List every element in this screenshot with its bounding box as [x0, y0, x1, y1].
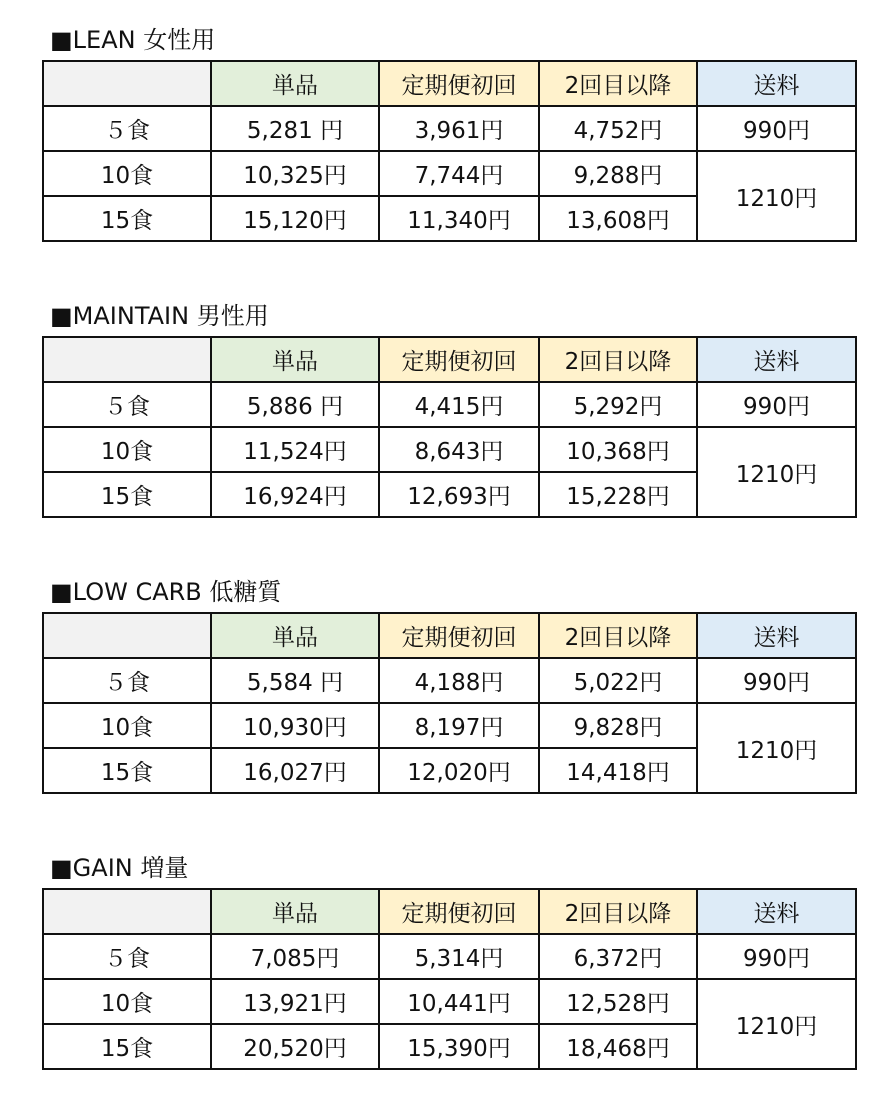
shipping-cost: 1210円	[697, 979, 856, 1069]
header-subscription-second: 2回目以降	[539, 613, 697, 658]
row-label: 15食	[43, 196, 211, 241]
price-subscription-first: 4,415円	[379, 382, 539, 427]
row-label: 10食	[43, 979, 211, 1024]
header-shipping: 送料	[697, 889, 856, 934]
header-corner-cell	[43, 889, 211, 934]
header-shipping: 送料	[697, 61, 856, 106]
price-single: 11,524円	[211, 427, 379, 472]
header-single: 単品	[211, 889, 379, 934]
header-single: 単品	[211, 337, 379, 382]
header-single: 単品	[211, 613, 379, 658]
price-subscription-second: 9,828円	[539, 703, 697, 748]
price-subscription-second: 10,368円	[539, 427, 697, 472]
price-subscription-second: 4,752円	[539, 106, 697, 151]
header-shipping: 送料	[697, 613, 856, 658]
row-label: 10食	[43, 427, 211, 472]
table-row	[43, 934, 856, 979]
row-label: 15食	[43, 1024, 211, 1069]
price-single: 5,886 円	[211, 382, 379, 427]
price-subscription-first: 8,197円	[379, 703, 539, 748]
price-single: 7,085円	[211, 934, 379, 979]
row-label: ５食	[43, 658, 211, 703]
price-subscription-first: 7,744円	[379, 151, 539, 196]
shipping-cost: 1210円	[697, 427, 856, 517]
price-single: 16,924円	[211, 472, 379, 517]
table-row	[43, 979, 856, 1024]
price-subscription-second: 5,022円	[539, 658, 697, 703]
section-title: ■MAINTAIN 男性用	[50, 302, 269, 330]
price-table	[42, 888, 857, 1070]
price-single: 10,930円	[211, 703, 379, 748]
row-label: ５食	[43, 106, 211, 151]
price-subscription-second: 5,292円	[539, 382, 697, 427]
section-title: ■GAIN 増量	[50, 854, 189, 882]
header-single: 単品	[211, 61, 379, 106]
price-subscription-second: 14,418円	[539, 748, 697, 793]
row-label: 10食	[43, 151, 211, 196]
price-subscription-second: 15,228円	[539, 472, 697, 517]
price-subscription-first: 10,441円	[379, 979, 539, 1024]
shipping-cost: 1210円	[697, 703, 856, 793]
table-row	[43, 658, 856, 703]
table-header-row	[43, 337, 856, 382]
price-subscription-first: 12,020円	[379, 748, 539, 793]
shipping-cost: 990円	[697, 658, 856, 703]
section-title: ■LOW CARB 低糖質	[50, 578, 282, 606]
price-table	[42, 336, 857, 518]
header-subscription-second: 2回目以降	[539, 61, 697, 106]
price-subscription-first: 8,643円	[379, 427, 539, 472]
table-row	[43, 703, 856, 748]
price-subscription-second: 13,608円	[539, 196, 697, 241]
price-single: 20,520円	[211, 1024, 379, 1069]
price-table	[42, 612, 857, 794]
table-row	[43, 106, 856, 151]
table-row	[43, 427, 856, 472]
row-label: ５食	[43, 934, 211, 979]
section-title: ■LEAN 女性用	[50, 26, 216, 54]
shipping-cost: 1210円	[697, 151, 856, 241]
header-corner-cell	[43, 337, 211, 382]
header-subscription-second: 2回目以降	[539, 889, 697, 934]
table-row	[43, 382, 856, 427]
table-row	[43, 151, 856, 196]
table-header-row	[43, 61, 856, 106]
shipping-cost: 990円	[697, 382, 856, 427]
table-header-row	[43, 613, 856, 658]
row-label: ５食	[43, 382, 211, 427]
row-label: 15食	[43, 472, 211, 517]
table-header-row	[43, 889, 856, 934]
row-label: 10食	[43, 703, 211, 748]
price-subscription-second: 6,372円	[539, 934, 697, 979]
header-corner-cell	[43, 61, 211, 106]
header-subscription-second: 2回目以降	[539, 337, 697, 382]
price-single: 15,120円	[211, 196, 379, 241]
price-single: 16,027円	[211, 748, 379, 793]
price-subscription-first: 12,693円	[379, 472, 539, 517]
price-single: 13,921円	[211, 979, 379, 1024]
price-subscription-second: 9,288円	[539, 151, 697, 196]
price-subscription-first: 4,188円	[379, 658, 539, 703]
header-subscription-first: 定期便初回	[379, 337, 539, 382]
price-subscription-first: 15,390円	[379, 1024, 539, 1069]
price-single: 5,584 円	[211, 658, 379, 703]
price-subscription-second: 18,468円	[539, 1024, 697, 1069]
price-subscription-first: 3,961円	[379, 106, 539, 151]
shipping-cost: 990円	[697, 106, 856, 151]
price-subscription-second: 12,528円	[539, 979, 697, 1024]
price-table	[42, 60, 857, 242]
price-single: 5,281 円	[211, 106, 379, 151]
row-label: 15食	[43, 748, 211, 793]
header-shipping: 送料	[697, 337, 856, 382]
header-subscription-first: 定期便初回	[379, 613, 539, 658]
shipping-cost: 990円	[697, 934, 856, 979]
price-subscription-first: 5,314円	[379, 934, 539, 979]
price-subscription-first: 11,340円	[379, 196, 539, 241]
header-corner-cell	[43, 613, 211, 658]
header-subscription-first: 定期便初回	[379, 889, 539, 934]
header-subscription-first: 定期便初回	[379, 61, 539, 106]
price-single: 10,325円	[211, 151, 379, 196]
